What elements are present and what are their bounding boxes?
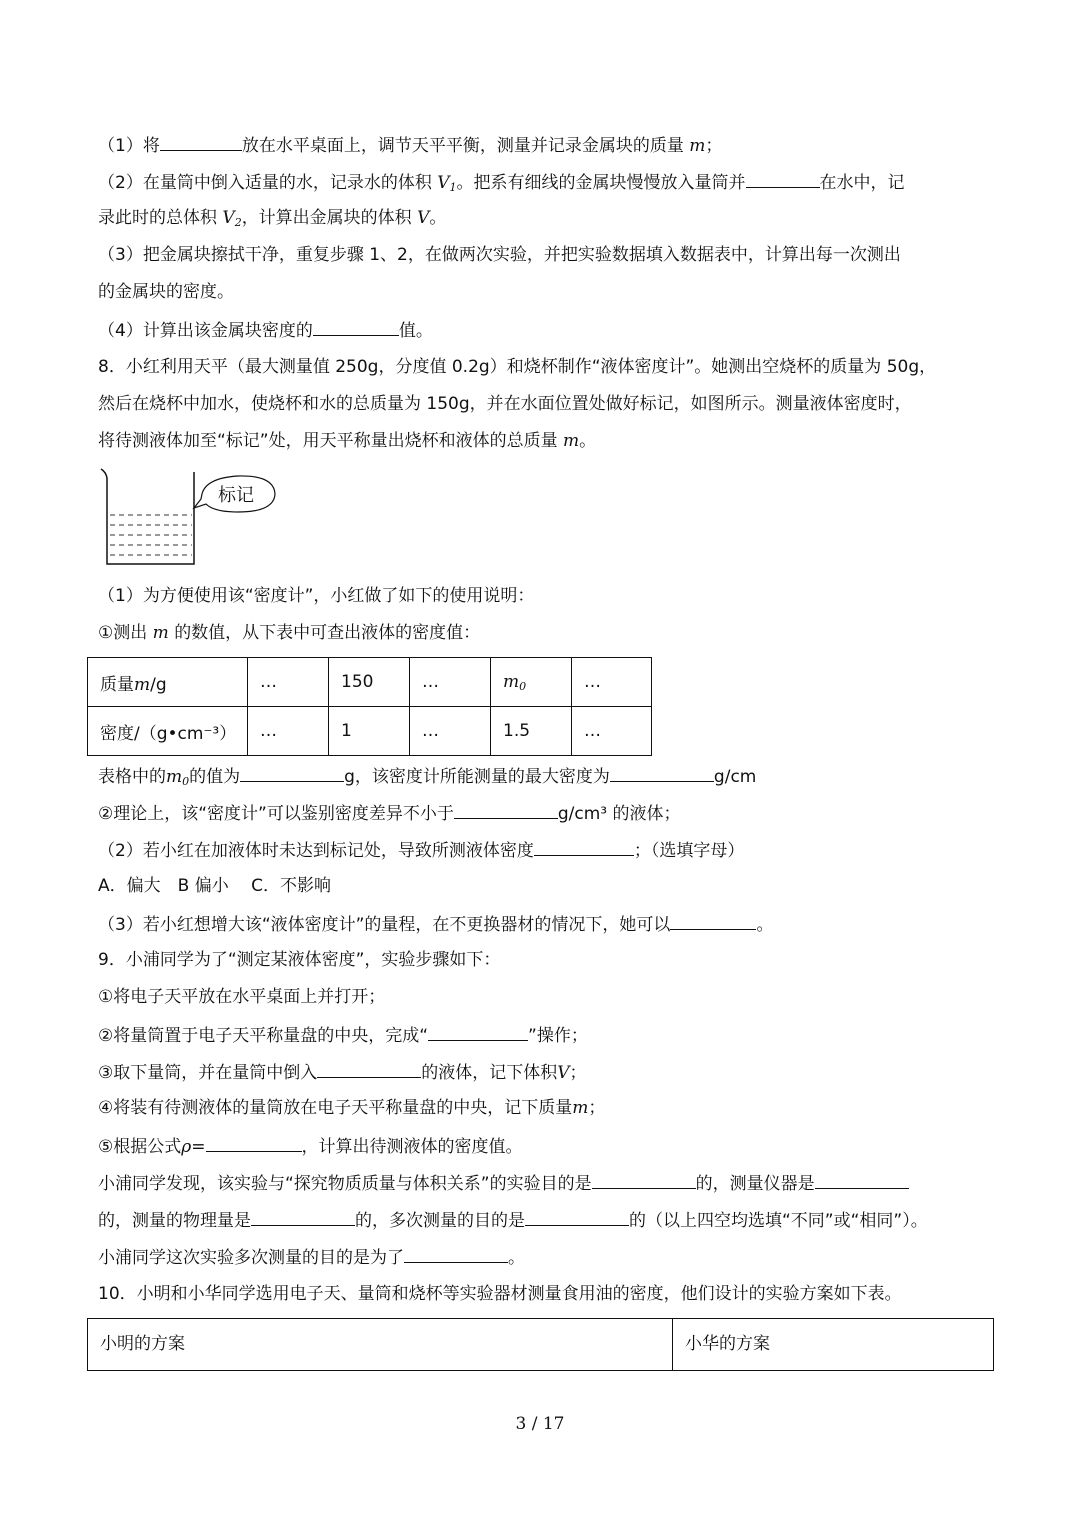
- text: ②理论上，该“密度计”可以鉴别密度差异不小于: [98, 804, 454, 824]
- symbol-m: m: [152, 623, 169, 643]
- text: ②将量筒置于电子天平称量盘的中央，完成“: [98, 1026, 429, 1046]
- text: A．偏大 B 偏小 C．不影响: [98, 876, 331, 896]
- text: 的（以上四空均选填“不同”或“相同”）。: [629, 1211, 928, 1231]
- answer-blank[interactable]: [206, 1133, 302, 1152]
- text: 的，多次测量的目的是: [355, 1211, 525, 1231]
- q9-follow-1: [98, 1170, 909, 1196]
- symbol-m0: m: [166, 767, 183, 787]
- text: 的液体，记下体积: [421, 1063, 558, 1083]
- q9-follow-2: [98, 1207, 928, 1233]
- page-number: 3 / 17: [515, 1414, 565, 1434]
- text: 8．小红利用天平（最大测量值 250g，分度值 0.2g）和烧杯制作“液体密度计”。她测出空烧杯的质量为 50g，: [98, 357, 937, 377]
- answer-blank[interactable]: [592, 1170, 696, 1189]
- text: ⑤根据公式: [98, 1137, 182, 1157]
- table-cell: 1.5: [491, 707, 572, 756]
- answer-blank[interactable]: [317, 1059, 421, 1078]
- text: ；: [588, 1098, 606, 1118]
- beaker-figure: [98, 466, 283, 570]
- text: =: [191, 1137, 206, 1157]
- text: 在水中，记: [819, 173, 905, 193]
- text: ，计算出金属块的体积: [241, 208, 412, 228]
- step7-line-2: [98, 169, 905, 200]
- beaker-icon: [101, 469, 194, 564]
- text: 质量: [100, 674, 134, 695]
- text: （4）计算出该金属块密度的: [98, 321, 313, 341]
- text: g，该密度计所能测量的最大密度为: [344, 767, 610, 787]
- q8-part1-circle2: [98, 800, 681, 826]
- text: （3）把金属块擦拭干净，重复步骤 1、2，在做两次实验，并把实验数据填入数据表中，计算出每一次测出: [98, 245, 901, 265]
- symbol-m: m: [503, 671, 520, 692]
- text: 录此时的总体积: [98, 208, 217, 228]
- symbol-V: V: [417, 208, 430, 228]
- table-row: [88, 707, 652, 756]
- q9-step-1: [98, 985, 385, 1009]
- table-cell: …: [248, 707, 329, 756]
- q9-step-2: [98, 1022, 588, 1048]
- text: 放在水平桌面上，调节天平平衡，测量并记录金属块的质量: [241, 136, 684, 156]
- text: g/cm³ 的液体；: [557, 804, 681, 824]
- table-cell: …: [248, 658, 329, 707]
- subscript: 0: [182, 775, 190, 788]
- text: 的，测量的物理量是: [98, 1211, 251, 1231]
- q8-line-1: [98, 355, 936, 379]
- text: ①将电子天平放在水平桌面上并打开；: [98, 987, 386, 1007]
- text: g/cm: [713, 767, 757, 787]
- answer-blank[interactable]: [251, 1207, 355, 1226]
- text: （2）若小红在加液体时未达到标记处，导致所测液体密度: [98, 841, 534, 861]
- q8-part3: [98, 911, 773, 937]
- symbol-v2: V: [222, 208, 235, 228]
- answer-blank[interactable]: [610, 763, 714, 782]
- table-row: [88, 1319, 994, 1371]
- step7-line-5: [98, 280, 234, 304]
- q8-line-3: [98, 429, 596, 453]
- answer-blank[interactable]: [404, 1244, 508, 1263]
- answer-blank[interactable]: [240, 763, 344, 782]
- text: ；: [705, 136, 723, 156]
- plan-table: [87, 1318, 994, 1371]
- q9-follow-3: [98, 1244, 525, 1270]
- text: 9．小浦同学为了“测定某液体密度”，实验步骤如下：: [98, 950, 501, 970]
- text: （3）若小红想增大该“液体密度计”的量程，在不更换器材的情况下，她可以: [98, 915, 671, 935]
- q8-table-question: [98, 763, 756, 794]
- text: ③取下量筒，并在量筒中倒入: [98, 1063, 318, 1083]
- answer-blank[interactable]: [454, 800, 558, 819]
- step7-line-1: [98, 132, 722, 158]
- answer-blank[interactable]: [746, 169, 820, 188]
- q8-line-2: [98, 392, 912, 416]
- step7-line-6: [98, 317, 433, 343]
- text: ④将装有待测液体的量筒放在电子天平称量盘的中央，记下质量: [98, 1098, 573, 1118]
- table-cell: 1: [329, 707, 410, 756]
- q8-part1-circle1: [98, 621, 480, 645]
- table-cell-header: [88, 658, 248, 707]
- q8-part1: [98, 584, 534, 608]
- symbol-m: m: [572, 1098, 589, 1118]
- symbol-m: m: [134, 674, 151, 695]
- table-cell: …: [410, 707, 491, 756]
- text: 小浦同学发现，该实验与“探究物质质量与体积关系”的实验目的是: [98, 1174, 592, 1194]
- table-cell: 150: [329, 658, 410, 707]
- answer-blank[interactable]: [428, 1022, 528, 1041]
- table-cell: …: [572, 707, 652, 756]
- symbol-v1: V: [437, 173, 450, 193]
- step7-line-4: [98, 243, 901, 267]
- table-header-xiaoming: 小明的方案: [88, 1319, 673, 1371]
- symbol-m: m: [689, 136, 706, 156]
- q8-options: [98, 874, 331, 898]
- q9-step-4: [98, 1096, 605, 1120]
- q8-part2: [98, 837, 744, 863]
- q9-step-5: [98, 1133, 523, 1159]
- answer-blank[interactable]: [534, 837, 634, 856]
- answer-blank[interactable]: [815, 1170, 909, 1189]
- text: ，计算出待测液体的密度值。: [301, 1137, 523, 1157]
- table-cell: …: [410, 658, 491, 707]
- text: 小浦同学这次实验多次测量的目的是为了: [98, 1248, 404, 1268]
- figure-label: 标记: [218, 485, 254, 506]
- text: 将待测液体加至“标记”处，用天平称量出烧杯和液体的总质量: [98, 431, 558, 451]
- table-header-xiaohua: 小华的方案: [673, 1319, 994, 1371]
- text: ；: [569, 1063, 587, 1083]
- text: 的金属块的密度。: [98, 282, 234, 302]
- text: /g: [150, 674, 167, 695]
- subscript: 2: [234, 216, 242, 229]
- text: 的数值，从下表中可查出液体的密度值：: [174, 623, 481, 643]
- text: ①测出: [98, 623, 148, 643]
- subscript: 1: [449, 181, 457, 194]
- subscript: 0: [519, 679, 527, 693]
- text: 。: [756, 915, 774, 935]
- text: 。: [429, 208, 447, 228]
- table-cell-header: 密度/（g•cm⁻³）: [88, 707, 248, 756]
- text: 10．小明和小华同学选用电子天、量筒和烧杯等实验器材测量食用油的密度，他们设计的实验方案如下表。: [98, 1284, 902, 1304]
- step7-line-3: [98, 206, 446, 235]
- answer-blank[interactable]: [525, 1207, 629, 1226]
- q10-line-1: [98, 1282, 902, 1306]
- symbol-V: V: [557, 1063, 570, 1083]
- table-cell: …: [572, 658, 652, 707]
- text: （2）在量筒中倒入适量的水，记录水的体积: [98, 173, 432, 193]
- answer-blank[interactable]: [670, 911, 756, 930]
- table-cell-m0: [491, 658, 572, 707]
- text: 。: [579, 431, 597, 451]
- text: 的，测量仪器是: [695, 1174, 815, 1194]
- answer-blank[interactable]: [160, 132, 242, 151]
- symbol-rho: ρ: [181, 1137, 192, 1157]
- density-table: [87, 657, 652, 756]
- text: 然后在烧杯中加水，使烧杯和水的总质量为 150g，并在水面位置处做好标记，如图所示。测量液体密度时，: [98, 394, 912, 414]
- text: 。把系有细线的金属块慢慢放入量筒并: [456, 173, 746, 193]
- q9-step-3: [98, 1059, 587, 1085]
- text: ；（选填字母）: [633, 841, 745, 861]
- text: （1）将: [98, 136, 160, 156]
- text: 表格中的: [98, 767, 166, 787]
- table-row: [88, 658, 652, 707]
- answer-blank[interactable]: [313, 317, 399, 336]
- text: 。: [508, 1248, 525, 1268]
- symbol-m: m: [563, 431, 580, 451]
- text: 值。: [398, 321, 433, 341]
- text: （1）为方便使用该“密度计”，小红做了如下的使用说明：: [98, 586, 535, 606]
- text: ”操作；: [528, 1026, 588, 1046]
- q9-line-1: [98, 948, 500, 972]
- text: 的值为: [189, 767, 241, 787]
